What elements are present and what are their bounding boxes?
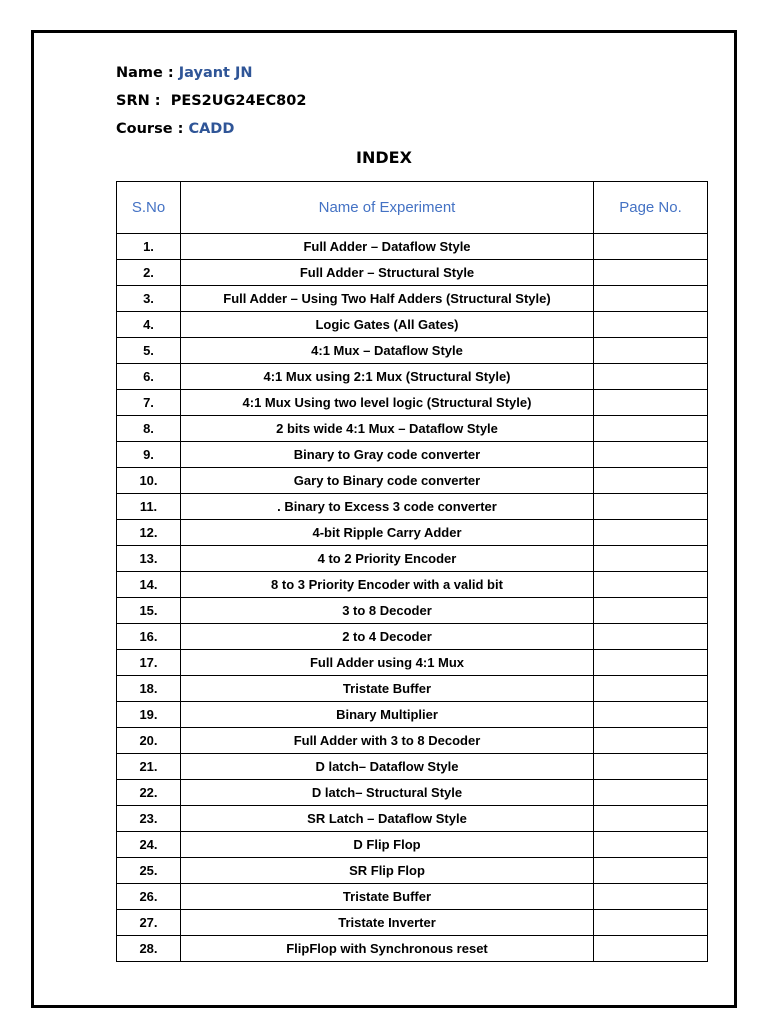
table-row [117,754,708,780]
cell-sno: 24. [117,832,181,858]
cell-sno: 13. [117,546,181,572]
column-header-experiment: Name of Experiment [181,182,594,234]
table-row [117,416,708,442]
cell-experiment-name: Tristate Inverter [181,910,594,936]
cell-page-no [594,572,708,598]
table-row [117,780,708,806]
cell-page-no [594,442,708,468]
table-row [117,936,708,962]
table-row [117,494,708,520]
name-label: Name : [116,65,179,81]
cell-page-no [594,832,708,858]
column-header-page: Page No. [594,182,708,234]
cell-page-no [594,390,708,416]
column-header-sno: S.No [117,182,181,234]
cell-sno: 28. [117,936,181,962]
cell-page-no [594,338,708,364]
page-title: INDEX [356,148,412,167]
table-row [117,338,708,364]
cell-page-no [594,702,708,728]
cell-experiment-name: Full Adder – Structural Style [181,260,594,286]
cell-experiment-name: Full Adder using 4:1 Mux [181,650,594,676]
cell-experiment-name: D Flip Flop [181,832,594,858]
cell-experiment-name: FlipFlop with Synchronous reset [181,936,594,962]
table-row [117,910,708,936]
table-row [117,234,708,260]
table-row [117,572,708,598]
table-row [117,858,708,884]
cell-page-no [594,754,708,780]
cell-page-no [594,910,708,936]
cell-sno: 27. [117,910,181,936]
srn-label: SRN : [116,93,171,109]
cell-experiment-name: 4-bit Ripple Carry Adder [181,520,594,546]
cell-page-no [594,286,708,312]
table-row [117,546,708,572]
srn-line [116,93,306,109]
table-row [117,650,708,676]
cell-page-no [594,780,708,806]
cell-sno: 15. [117,598,181,624]
cell-page-no [594,884,708,910]
cell-experiment-name: Gary to Binary code converter [181,468,594,494]
table-row [117,286,708,312]
cell-experiment-name: Binary to Gray code converter [181,442,594,468]
cell-experiment-name: D latch– Structural Style [181,780,594,806]
cell-experiment-name: Full Adder with 3 to 8 Decoder [181,728,594,754]
table-row [117,390,708,416]
cell-experiment-name: 3 to 8 Decoder [181,598,594,624]
cell-sno: 21. [117,754,181,780]
table-row [117,442,708,468]
cell-page-no [594,624,708,650]
course-label: Course : [116,121,189,137]
table-row [117,806,708,832]
course-value: CADD [188,121,235,137]
cell-experiment-name: Logic Gates (All Gates) [181,312,594,338]
cell-experiment-name: Tristate Buffer [181,676,594,702]
table-row [117,624,708,650]
index-table [116,181,708,962]
cell-sno: 3. [117,286,181,312]
cell-experiment-name: SR Flip Flop [181,858,594,884]
cell-sno: 14. [117,572,181,598]
cell-sno: 25. [117,858,181,884]
cell-experiment-name: 4:1 Mux Using two level logic (Structural Style) [181,390,594,416]
cell-sno: 11. [117,494,181,520]
cell-page-no [594,416,708,442]
cell-sno: 2. [117,260,181,286]
cell-page-no [594,468,708,494]
cell-sno: 23. [117,806,181,832]
cell-page-no [594,520,708,546]
cell-experiment-name: 2 bits wide 4:1 Mux – Dataflow Style [181,416,594,442]
table-row [117,832,708,858]
cell-sno: 18. [117,676,181,702]
srn-value: PES2UG24EC802 [170,93,307,109]
cell-experiment-name: 4:1 Mux – Dataflow Style [181,338,594,364]
cell-experiment-name: Full Adder – Using Two Half Adders (Structural Style) [181,286,594,312]
cell-sno: 1. [117,234,181,260]
cell-experiment-name: Binary Multiplier [181,702,594,728]
cell-experiment-name: SR Latch – Dataflow Style [181,806,594,832]
table-row [117,884,708,910]
cell-page-no [594,676,708,702]
cell-page-no [594,728,708,754]
cell-page-no [594,260,708,286]
cell-sno: 8. [117,416,181,442]
cell-sno: 26. [117,884,181,910]
table-row [117,728,708,754]
cell-page-no [594,936,708,962]
cell-sno: 5. [117,338,181,364]
cell-sno: 4. [117,312,181,338]
cell-sno: 7. [117,390,181,416]
cell-sno: 17. [117,650,181,676]
cell-experiment-name: . Binary to Excess 3 code converter [181,494,594,520]
cell-page-no [594,546,708,572]
cell-experiment-name: 4 to 2 Priority Encoder [181,546,594,572]
cell-page-no [594,598,708,624]
cell-sno: 12. [117,520,181,546]
cell-page-no [594,494,708,520]
cell-page-no [594,858,708,884]
cell-experiment-name: 2 to 4 Decoder [181,624,594,650]
cell-page-no [594,364,708,390]
table-row [117,260,708,286]
cell-sno: 22. [117,780,181,806]
cell-page-no [594,234,708,260]
cell-experiment-name: Tristate Buffer [181,884,594,910]
name-line [116,65,253,81]
cell-sno: 10. [117,468,181,494]
course-line [116,121,234,137]
cell-sno: 6. [117,364,181,390]
cell-sno: 9. [117,442,181,468]
table-row [117,520,708,546]
cell-sno: 20. [117,728,181,754]
table-header-row [117,182,708,234]
table-row [117,702,708,728]
cell-sno: 16. [117,624,181,650]
table-row [117,598,708,624]
cell-sno: 19. [117,702,181,728]
name-value: Jayant JN [178,65,253,81]
cell-experiment-name: D latch– Dataflow Style [181,754,594,780]
cell-experiment-name: Full Adder – Dataflow Style [181,234,594,260]
table-row [117,676,708,702]
cell-page-no [594,650,708,676]
cell-experiment-name: 4:1 Mux using 2:1 Mux (Structural Style) [181,364,594,390]
table-row [117,312,708,338]
table-row [117,468,708,494]
cell-page-no [594,806,708,832]
table-row [117,364,708,390]
cell-page-no [594,312,708,338]
cell-experiment-name: 8 to 3 Priority Encoder with a valid bit [181,572,594,598]
